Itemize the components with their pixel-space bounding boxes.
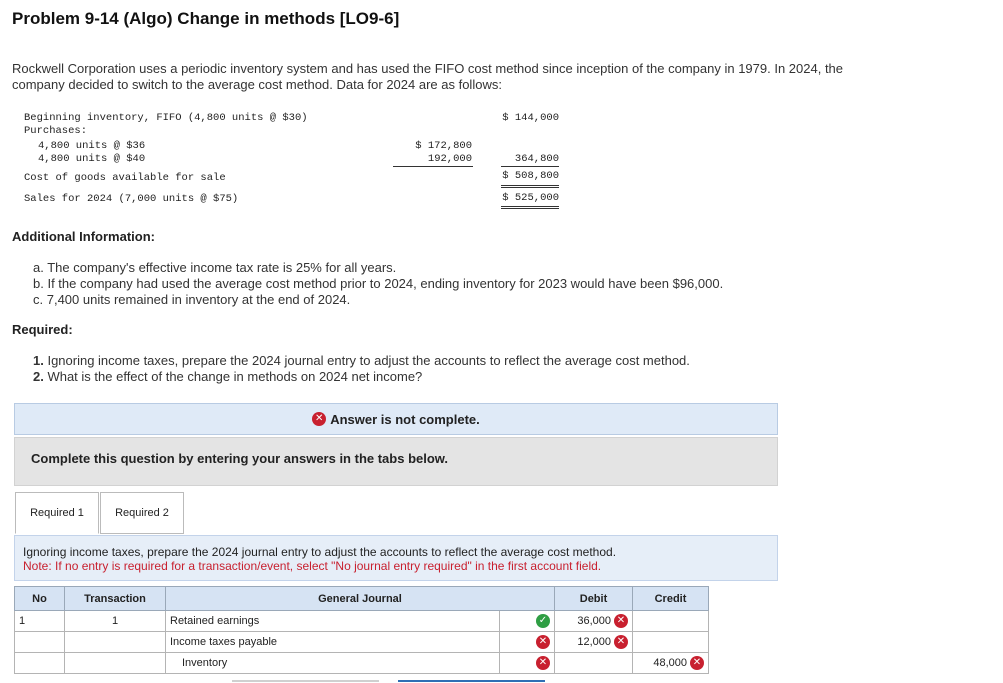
account-field[interactable]	[166, 611, 500, 632]
purchase-1-label: 4,800 units @ $36	[38, 140, 146, 152]
table-row	[15, 611, 709, 632]
cogs-underline-2	[501, 187, 559, 188]
purchase-2-label: 4,800 units @ $40	[38, 153, 146, 165]
cogs-label: Cost of goods available for sale	[24, 172, 226, 184]
row-no: 1	[15, 611, 65, 632]
required-item-2	[33, 369, 422, 385]
account-status	[500, 632, 555, 653]
answer-status-text: Answer is not complete.	[330, 411, 480, 427]
sales-value: $ 525,000	[502, 192, 559, 204]
beginning-inventory-label: Beginning inventory, FIFO (4,800 units @ $30)	[24, 112, 308, 124]
additional-info-heading: Additional Information:	[12, 229, 155, 244]
required-heading: Required:	[12, 322, 73, 337]
sales-underline-1	[501, 206, 559, 207]
required-item-1-number: 1.	[33, 353, 44, 368]
account-field[interactable]	[166, 653, 500, 674]
credit-field[interactable]	[633, 611, 709, 632]
error-icon: ✕	[536, 656, 550, 670]
beginning-inventory-value: $ 144,000	[502, 112, 559, 124]
answer-status-banner	[14, 403, 778, 435]
credit-field[interactable]	[633, 632, 709, 653]
required-item-1	[33, 353, 690, 369]
sales-underline-2	[501, 208, 559, 209]
journal-instruction-note: Note: If no entry is required for a transaction/event, select "No journal entry required" in the first account field.	[23, 559, 602, 573]
purchases-total: 364,800	[514, 153, 559, 165]
additional-info-b: b. If the company had used the average cost method prior to 2024, ending inventory for 2023 would have been $96,000.	[33, 276, 724, 291]
credit-amount: 48,000	[653, 657, 687, 669]
debit-field[interactable]	[555, 653, 633, 674]
error-icon: ✕	[614, 614, 628, 628]
cogs-value: $ 508,800	[502, 170, 559, 182]
col-header-no: No	[15, 587, 65, 611]
required-item-2-number: 2.	[33, 369, 44, 384]
col-header-credit: Credit	[633, 587, 709, 611]
bottom-button-edge-right	[398, 680, 545, 682]
check-icon: ✓	[536, 614, 550, 628]
credit-field[interactable]	[633, 653, 709, 674]
row-no	[15, 632, 65, 653]
col-header-transaction: Transaction	[65, 587, 166, 611]
tab-required-2[interactable]: Required 2	[100, 492, 184, 534]
account-name: Retained earnings	[170, 615, 260, 627]
additional-info-c: c. 7,400 units remained in inventory at the end of 2024.	[33, 292, 351, 307]
col-header-debit: Debit	[555, 587, 633, 611]
tab-required-1[interactable]: Required 1	[15, 492, 99, 534]
debit-amount: 12,000	[577, 636, 611, 648]
account-name: Inventory	[182, 657, 228, 669]
account-name: Income taxes payable	[170, 636, 278, 648]
problem-intro: Rockwell Corporation uses a periodic inventory system and has used the FIFO cost method since inception of the company in 1979. In 2024, the company decided to switch to the average cost method. Data for 2024 are as follows:	[12, 61, 844, 92]
table-row	[15, 653, 709, 674]
debit-amount: 36,000	[577, 615, 611, 627]
row-transaction	[65, 653, 166, 674]
row-transaction: 1	[65, 611, 166, 632]
cogs-underline-1	[501, 185, 559, 186]
row-transaction	[65, 632, 166, 653]
debit-field[interactable]	[555, 611, 633, 632]
problem-title: Problem 9-14 (Algo) Change in methods [LO9-6]	[12, 9, 400, 28]
row-no	[15, 653, 65, 674]
purchases-underline	[393, 166, 473, 167]
account-status	[500, 653, 555, 674]
journal-entry-table	[14, 586, 709, 674]
journal-instructions	[14, 535, 778, 581]
account-status	[500, 611, 555, 632]
required-item-2-text: What is the effect of the change in methods on 2024 net income?	[43, 369, 423, 384]
additional-info-a: a. The company's effective income tax rate is 25% for all years.	[33, 260, 397, 275]
col-header-general-journal: General Journal	[166, 587, 555, 611]
error-icon: ✕	[690, 656, 704, 670]
purchases-total-underline	[501, 166, 559, 167]
error-icon: ✕	[614, 635, 628, 649]
journal-instruction-line-1: Ignoring income taxes, prepare the 2024 journal entry to adjust the accounts to reflect the average cost method.	[23, 545, 617, 559]
purchase-1-value: $ 172,800	[415, 140, 472, 152]
sales-label: Sales for 2024 (7,000 units @ $75)	[24, 193, 239, 205]
bottom-button-edge-left	[232, 680, 379, 682]
purchases-label: Purchases:	[24, 125, 88, 137]
instruction-text: Complete this question by entering your answers in the tabs below.	[31, 451, 449, 466]
account-field[interactable]	[166, 632, 500, 653]
instruction-box	[14, 437, 778, 486]
table-row	[15, 632, 709, 653]
error-icon: ✕	[312, 412, 326, 426]
error-icon: ✕	[536, 635, 550, 649]
debit-field[interactable]	[555, 632, 633, 653]
purchase-2-value: 192,000	[427, 153, 472, 165]
required-item-1-text: Ignoring income taxes, prepare the 2024 journal entry to adjust the accounts to reflect the average cost method.	[43, 353, 690, 368]
